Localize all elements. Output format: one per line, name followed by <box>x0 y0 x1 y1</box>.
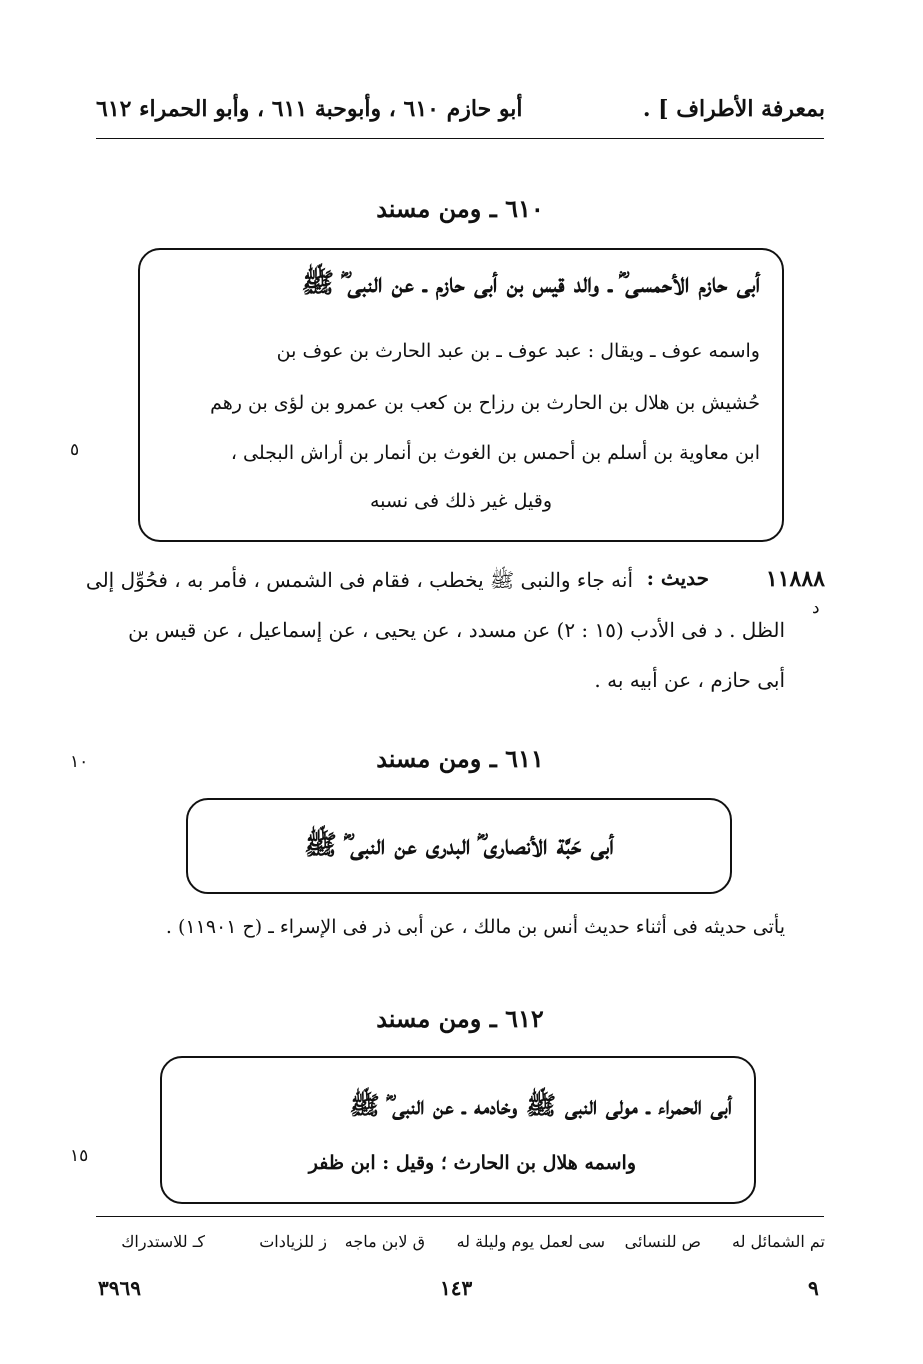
margin-number-10: ١٠ <box>70 752 89 772</box>
hadith-line-1: أنه جاء والنبى ﷺ يخطب ، فقام فى الشمس ، فأمر به ، فحُوِّل إلى <box>85 568 633 592</box>
footer-abbr-2: ص للنسائى <box>624 1232 701 1251</box>
margin-number-15: ١٥ <box>70 1146 89 1166</box>
box-612-line-2: واسمه هلال بن الحارث ؛ وقيل : ابن ظفر <box>308 1152 636 1174</box>
section-612-heading: ٦١٢ ـ ومن مسند <box>376 1004 544 1033</box>
box-611-line-1: أبى حَبَّة الأنصارى ؓ البدرى عن النبى ؓ ﷺ <box>304 830 614 861</box>
section-610-heading: ٦١٠ ـ ومن مسند <box>376 194 544 223</box>
hadith-number: ١١٨٨٨ <box>765 566 825 592</box>
box-610-line-4: ابن معاوية بن أسلم بن أحمس بن الغوث بن أنمار بن أراش البجلى ، <box>230 442 760 464</box>
running-header-title: بمعرفة الأطراف ] . <box>642 96 825 122</box>
box-610-line-2: واسمه عوف ـ ويقال : عبد عوف ـ بن عبد الحارث بن عوف بن <box>276 340 760 362</box>
page-number: ١٤٣ <box>440 1276 473 1300</box>
footer-abbr-6: كـ للاستدراك <box>121 1232 205 1251</box>
box-610-line-5: وقيل غير ذلك فى نسبه <box>369 490 553 512</box>
catalog-number: ٣٩٦٩ <box>98 1276 141 1300</box>
hadith-label: حديث : <box>646 566 709 590</box>
footer-abbr-5: ز للزيادات <box>259 1232 327 1251</box>
section-610-box <box>138 248 784 542</box>
box-610-line-1: أبى حازم الأحمسى ؓ ـ والد قيس بن أبى حازم ـ عن النبى ؓ ﷺ <box>301 268 760 299</box>
margin-number-5: ٥ <box>70 440 80 460</box>
section-611-heading: ٦١١ ـ ومن مسند <box>376 744 544 773</box>
section-611-box <box>186 798 732 894</box>
footer-abbr-4: ق لابن ماجه <box>344 1232 425 1251</box>
hadith-line-2: الظل . د فى الأدب (١٥ : ٢) عن مسدد ، عن يحيى ، عن إسماعيل ، عن قيس بن <box>128 618 785 642</box>
section-612-box <box>160 1056 756 1204</box>
section-611-note: يأتى حديثه فى أثناء حديث أنس بن مالك ، عن أبى ذر فى الإسراء ـ (ح ١١٩٠١) . <box>165 916 785 938</box>
box-612-line-1: أبى الحمراء ـ مولى النبى ﷺ وخادمه ـ عن النبى ؓ ﷺ <box>349 1091 732 1120</box>
side-siglum: د <box>812 598 820 618</box>
running-header-names: أبو حازم ٦١٠ ، وأبوحبة ٦١١ ، وأبو الحمراء ٦١٢ <box>96 96 523 122</box>
hadith-line-3: أبى حازم ، عن أبيه به . <box>594 668 785 692</box>
volume-page-number: ٩ <box>808 1276 819 1300</box>
footer-abbr-1: تم الشمائل له <box>731 1232 825 1251</box>
footer-abbr-3: سى لعمل يوم وليلة له <box>456 1232 605 1251</box>
box-610-line-3: حُشيش بن هلال بن الحارث بن رزاح بن كعب بن عمرو بن لؤى بن رهم <box>210 392 760 414</box>
footer-rule <box>96 1216 824 1217</box>
header-rule <box>96 138 824 139</box>
